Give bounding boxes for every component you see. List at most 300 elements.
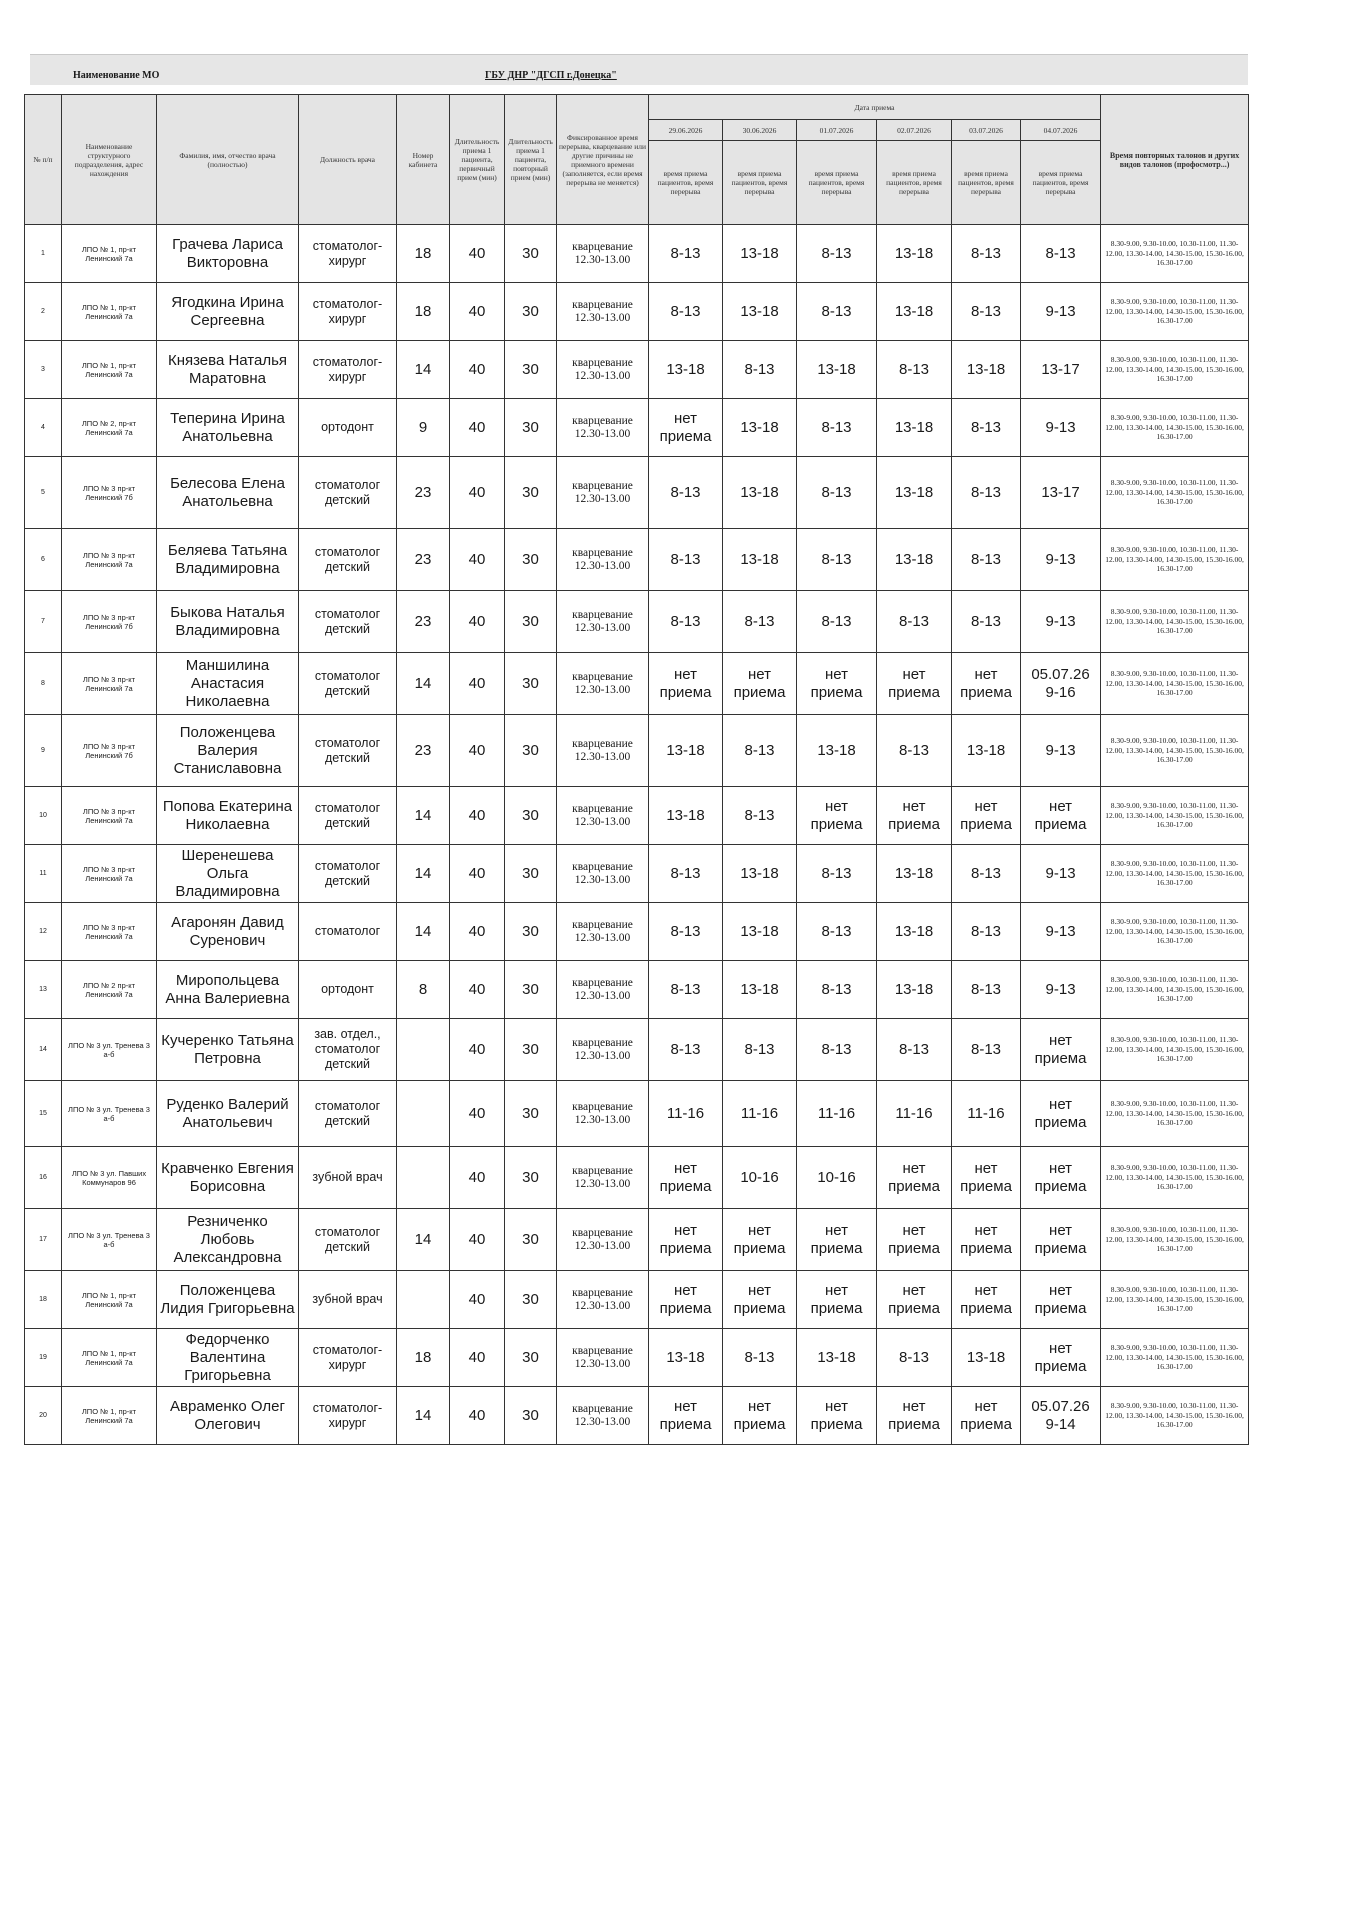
doctor-position: стоматолог детский	[299, 591, 397, 653]
duration-repeat: 30	[505, 653, 557, 715]
col-position-header: Должность врача	[299, 95, 397, 225]
unit-address: ЛПО № 3 пр-кт Ленинский 7б	[62, 715, 157, 787]
break-time: кварцевание 12.30-13.00	[557, 341, 649, 399]
date-header: 29.06.2026	[649, 120, 723, 141]
room-number: 14	[397, 1387, 450, 1445]
day-schedule: 9-13	[1021, 903, 1101, 961]
doctor-name: Кравченко Евгения Борисовна	[157, 1147, 299, 1209]
table-row	[25, 1209, 1249, 1271]
doctor-position: ортодонт	[299, 399, 397, 457]
room-number: 14	[397, 341, 450, 399]
day-schedule: нет приема	[1021, 1329, 1101, 1387]
col-repeat-header: Время повторных талонов и других видов талонов (профосмотр...)	[1101, 95, 1249, 225]
day-schedule: 8-13	[952, 529, 1021, 591]
repeat-tickets: 8.30-9.00, 9.30-10.00, 10.30-11.00, 11.30-12.00, 13.30-14.00, 14.30-15.00, 15.30-16.00, 16.30-17.00	[1101, 653, 1249, 715]
table-row	[25, 457, 1249, 529]
duration-primary: 40	[450, 903, 505, 961]
day-schedule: 9-13	[1021, 283, 1101, 341]
day-schedule: 13-18	[723, 903, 797, 961]
day-schedule: нет приема	[797, 653, 877, 715]
doctor-name: Беляева Татьяна Владимировна	[157, 529, 299, 591]
table-row	[25, 653, 1249, 715]
day-schedule: 11-16	[723, 1081, 797, 1147]
repeat-tickets: 8.30-9.00, 9.30-10.00, 10.30-11.00, 11.30-12.00, 13.30-14.00, 14.30-15.00, 15.30-16.00, 16.30-17.00	[1101, 225, 1249, 283]
day-schedule: 8-13	[952, 457, 1021, 529]
doctor-position: зубной врач	[299, 1147, 397, 1209]
break-time: кварцевание 12.30-13.00	[557, 591, 649, 653]
doctor-name: Агаронян Давид Суренович	[157, 903, 299, 961]
day-schedule: нет приема	[877, 1209, 952, 1271]
table-header	[25, 95, 1249, 225]
break-time: кварцевание 12.30-13.00	[557, 529, 649, 591]
day-schedule: 9-13	[1021, 961, 1101, 1019]
duration-repeat: 30	[505, 961, 557, 1019]
unit-address: ЛПО № 2 пр-кт Ленинский 7а	[62, 961, 157, 1019]
schedule-table	[24, 94, 1249, 1445]
row-number: 13	[25, 961, 62, 1019]
repeat-tickets: 8.30-9.00, 9.30-10.00, 10.30-11.00, 11.30-12.00, 13.30-14.00, 14.30-15.00, 15.30-16.00, 16.30-17.00	[1101, 903, 1249, 961]
date-sub-header: время приема пациентов, время перерыва	[723, 141, 797, 225]
row-number: 9	[25, 715, 62, 787]
row-number: 8	[25, 653, 62, 715]
col-dur-repeat-header: Длительность приема 1 пациента, повторный прием (мин)	[505, 95, 557, 225]
row-number: 5	[25, 457, 62, 529]
duration-primary: 40	[450, 1209, 505, 1271]
unit-address: ЛПО № 3 пр-кт Ленинский 7а	[62, 787, 157, 845]
unit-address: ЛПО № 3 пр-кт Ленинский 7а	[62, 653, 157, 715]
row-number: 4	[25, 399, 62, 457]
repeat-tickets: 8.30-9.00, 9.30-10.00, 10.30-11.00, 11.30-12.00, 13.30-14.00, 14.30-15.00, 15.30-16.00, 16.30-17.00	[1101, 399, 1249, 457]
doctor-position: стоматолог детский	[299, 1081, 397, 1147]
doctor-name: Грачева Лариса Викторовна	[157, 225, 299, 283]
day-schedule: 13-18	[877, 283, 952, 341]
date-sub-header: время приема пациентов, время перерыва	[877, 141, 952, 225]
day-schedule: 8-13	[649, 283, 723, 341]
unit-address: ЛПО № 1, пр-кт Ленинский 7а	[62, 341, 157, 399]
duration-repeat: 30	[505, 225, 557, 283]
day-schedule: 8-13	[797, 399, 877, 457]
day-schedule: нет приема	[877, 1147, 952, 1209]
repeat-tickets: 8.30-9.00, 9.30-10.00, 10.30-11.00, 11.30-12.00, 13.30-14.00, 14.30-15.00, 15.30-16.00, 16.30-17.00	[1101, 787, 1249, 845]
day-schedule: нет приема	[877, 1271, 952, 1329]
doctor-name: Маншилина Анастасия Николаевна	[157, 653, 299, 715]
day-schedule: 13-18	[723, 399, 797, 457]
duration-repeat: 30	[505, 787, 557, 845]
day-schedule: нет приема	[877, 787, 952, 845]
col-room-header: Номер кабинета	[397, 95, 450, 225]
day-schedule: 8-13	[952, 283, 1021, 341]
duration-primary: 40	[450, 457, 505, 529]
duration-repeat: 30	[505, 1019, 557, 1081]
duration-primary: 40	[450, 715, 505, 787]
repeat-tickets: 8.30-9.00, 9.30-10.00, 10.30-11.00, 11.30-12.00, 13.30-14.00, 14.30-15.00, 15.30-16.00, 16.30-17.00	[1101, 1387, 1249, 1445]
doctor-position: стоматолог-хирург	[299, 1329, 397, 1387]
day-schedule: 8-13	[649, 903, 723, 961]
date-sub-header: время приема пациентов, время перерыва	[1021, 141, 1101, 225]
day-schedule: 13-18	[649, 341, 723, 399]
table-row	[25, 1147, 1249, 1209]
doctor-name: Авраменко Олег Олегович	[157, 1387, 299, 1445]
doctor-name: Резниченко Любовь Александровна	[157, 1209, 299, 1271]
row-number: 12	[25, 903, 62, 961]
row-number: 2	[25, 283, 62, 341]
day-schedule: 8-13	[723, 341, 797, 399]
break-time: кварцевание 12.30-13.00	[557, 1019, 649, 1081]
day-schedule: нет приема	[649, 1147, 723, 1209]
row-number: 3	[25, 341, 62, 399]
table-row	[25, 903, 1249, 961]
doctor-name: Теперина Ирина Анатольевна	[157, 399, 299, 457]
table-row	[25, 1271, 1249, 1329]
day-schedule: нет приема	[649, 1271, 723, 1329]
col-unit-header: Наименование структурного подразделения, адрес нахождения	[62, 95, 157, 225]
day-schedule: 13-18	[797, 715, 877, 787]
repeat-tickets: 8.30-9.00, 9.30-10.00, 10.30-11.00, 11.30-12.00, 13.30-14.00, 14.30-15.00, 15.30-16.00, 16.30-17.00	[1101, 715, 1249, 787]
duration-repeat: 30	[505, 399, 557, 457]
room-number: 23	[397, 457, 450, 529]
break-time: кварцевание 12.30-13.00	[557, 903, 649, 961]
doctor-name: Попова Екатерина Николаевна	[157, 787, 299, 845]
col-num-header: № п/п	[25, 95, 62, 225]
col-dur-primary-header: Длительность приема 1 пациента, первичный прием (мин)	[450, 95, 505, 225]
table-row	[25, 1387, 1249, 1445]
day-schedule: 10-16	[797, 1147, 877, 1209]
duration-primary: 40	[450, 1147, 505, 1209]
day-schedule: 13-18	[952, 1329, 1021, 1387]
doctor-name: Быкова Наталья Владимировна	[157, 591, 299, 653]
doctor-name: Руденко Валерий Анатольевич	[157, 1081, 299, 1147]
doctor-position: зав. отдел., стоматолог детский	[299, 1019, 397, 1081]
room-number: 14	[397, 1209, 450, 1271]
doctor-position: стоматолог детский	[299, 715, 397, 787]
day-schedule: нет приема	[952, 1271, 1021, 1329]
duration-primary: 40	[450, 591, 505, 653]
day-schedule: 8-13	[797, 283, 877, 341]
table-body	[25, 225, 1249, 1445]
room-number	[397, 1081, 450, 1147]
duration-repeat: 30	[505, 903, 557, 961]
doctor-name: Князева Наталья Маратовна	[157, 341, 299, 399]
duration-primary: 40	[450, 1081, 505, 1147]
unit-address: ЛПО № 3 пр-кт Ленинский 7а	[62, 845, 157, 903]
day-schedule: нет приема	[1021, 1019, 1101, 1081]
day-schedule: 8-13	[649, 961, 723, 1019]
day-schedule: 8-13	[649, 845, 723, 903]
day-schedule: нет приема	[723, 1271, 797, 1329]
table-row	[25, 529, 1249, 591]
doctor-position: стоматолог детский	[299, 457, 397, 529]
repeat-tickets: 8.30-9.00, 9.30-10.00, 10.30-11.00, 11.30-12.00, 13.30-14.00, 14.30-15.00, 15.30-16.00, 16.30-17.00	[1101, 1019, 1249, 1081]
doctor-position: стоматолог-хирург	[299, 341, 397, 399]
doctor-position: стоматолог детский	[299, 1209, 397, 1271]
duration-primary: 40	[450, 1019, 505, 1081]
day-schedule: нет приема	[649, 399, 723, 457]
day-schedule: нет приема	[797, 787, 877, 845]
day-schedule: 8-13	[797, 529, 877, 591]
table-row	[25, 399, 1249, 457]
day-schedule: нет приема	[723, 1387, 797, 1445]
repeat-tickets: 8.30-9.00, 9.30-10.00, 10.30-11.00, 11.30-12.00, 13.30-14.00, 14.30-15.00, 15.30-16.00, 16.30-17.00	[1101, 591, 1249, 653]
duration-repeat: 30	[505, 341, 557, 399]
repeat-tickets: 8.30-9.00, 9.30-10.00, 10.30-11.00, 11.30-12.00, 13.30-14.00, 14.30-15.00, 15.30-16.00, 16.30-17.00	[1101, 1271, 1249, 1329]
row-number: 15	[25, 1081, 62, 1147]
duration-repeat: 30	[505, 1387, 557, 1445]
table-row	[25, 1019, 1249, 1081]
day-schedule: 8-13	[952, 903, 1021, 961]
unit-address: ЛПО № 1, пр-кт Ленинский 7а	[62, 1387, 157, 1445]
day-schedule: 13-18	[877, 903, 952, 961]
unit-address: ЛПО № 3 ул. Тренева 3 а-б	[62, 1209, 157, 1271]
room-number: 23	[397, 715, 450, 787]
unit-address: ЛПО № 1, пр-кт Ленинский 7а	[62, 1329, 157, 1387]
organization-name: ГБУ ДНР "ДГСП г.Донецка"	[485, 70, 617, 81]
row-number: 11	[25, 845, 62, 903]
day-schedule: 9-13	[1021, 529, 1101, 591]
day-schedule: нет приема	[1021, 1147, 1101, 1209]
day-schedule: 8-13	[877, 1329, 952, 1387]
table-row	[25, 225, 1249, 283]
day-schedule: 13-18	[723, 961, 797, 1019]
row-number: 19	[25, 1329, 62, 1387]
row-number: 7	[25, 591, 62, 653]
day-schedule: 8-13	[952, 225, 1021, 283]
doctor-name: Положенцева Лидия Григорьевна	[157, 1271, 299, 1329]
table-row	[25, 1081, 1249, 1147]
repeat-tickets: 8.30-9.00, 9.30-10.00, 10.30-11.00, 11.30-12.00, 13.30-14.00, 14.30-15.00, 15.30-16.00, 16.30-17.00	[1101, 529, 1249, 591]
day-schedule: 9-13	[1021, 845, 1101, 903]
day-schedule: 8-13	[952, 845, 1021, 903]
day-schedule: 9-13	[1021, 399, 1101, 457]
room-number: 14	[397, 787, 450, 845]
duration-repeat: 30	[505, 1147, 557, 1209]
date-sub-header: время приема пациентов, время перерыва	[649, 141, 723, 225]
day-schedule: 8-13	[952, 1019, 1021, 1081]
day-schedule: нет приема	[1021, 1081, 1101, 1147]
repeat-tickets: 8.30-9.00, 9.30-10.00, 10.30-11.00, 11.30-12.00, 13.30-14.00, 14.30-15.00, 15.30-16.00, 16.30-17.00	[1101, 457, 1249, 529]
duration-repeat: 30	[505, 591, 557, 653]
day-schedule: 11-16	[797, 1081, 877, 1147]
room-number	[397, 1019, 450, 1081]
day-schedule: 8-13	[797, 845, 877, 903]
day-schedule: 8-13	[797, 961, 877, 1019]
day-schedule: 10-16	[723, 1147, 797, 1209]
day-schedule: 8-13	[952, 591, 1021, 653]
repeat-tickets: 8.30-9.00, 9.30-10.00, 10.30-11.00, 11.30-12.00, 13.30-14.00, 14.30-15.00, 15.30-16.00, 16.30-17.00	[1101, 1147, 1249, 1209]
row-number: 14	[25, 1019, 62, 1081]
day-schedule: 8-13	[797, 225, 877, 283]
day-schedule: 8-13	[877, 1019, 952, 1081]
day-schedule: нет приема	[797, 1209, 877, 1271]
day-schedule: 8-13	[649, 1019, 723, 1081]
date-header: 02.07.2026	[877, 120, 952, 141]
day-schedule: нет приема	[952, 1209, 1021, 1271]
room-number: 14	[397, 903, 450, 961]
day-schedule: 11-16	[952, 1081, 1021, 1147]
day-schedule: 9-13	[1021, 591, 1101, 653]
duration-repeat: 30	[505, 1329, 557, 1387]
day-schedule: 8-13	[723, 715, 797, 787]
day-schedule: нет приема	[877, 653, 952, 715]
date-header: 30.06.2026	[723, 120, 797, 141]
unit-address: ЛПО № 3 пр-кт Ленинский 7а	[62, 529, 157, 591]
row-number: 16	[25, 1147, 62, 1209]
doctor-name: Положенцева Валерия Станиславовна	[157, 715, 299, 787]
repeat-tickets: 8.30-9.00, 9.30-10.00, 10.30-11.00, 11.30-12.00, 13.30-14.00, 14.30-15.00, 15.30-16.00, 16.30-17.00	[1101, 1209, 1249, 1271]
date-header: 01.07.2026	[797, 120, 877, 141]
unit-address: ЛПО № 3 ул. Тренева 3 а-б	[62, 1081, 157, 1147]
day-schedule: 13-18	[952, 341, 1021, 399]
date-group-header: Дата приема	[649, 95, 1101, 120]
table-row	[25, 341, 1249, 399]
row-number: 18	[25, 1271, 62, 1329]
day-schedule: нет приема	[649, 653, 723, 715]
day-schedule: нет приема	[723, 1209, 797, 1271]
day-schedule: нет приема	[952, 787, 1021, 845]
break-time: кварцевание 12.30-13.00	[557, 399, 649, 457]
repeat-tickets: 8.30-9.00, 9.30-10.00, 10.30-11.00, 11.30-12.00, 13.30-14.00, 14.30-15.00, 15.30-16.00, 16.30-17.00	[1101, 1081, 1249, 1147]
date-header: 03.07.2026	[952, 120, 1021, 141]
room-number	[397, 1271, 450, 1329]
day-schedule: 13-18	[723, 283, 797, 341]
day-schedule: 13-18	[723, 457, 797, 529]
day-schedule: 8-13	[649, 591, 723, 653]
day-schedule: нет приема	[952, 1147, 1021, 1209]
day-schedule: нет приема	[952, 1387, 1021, 1445]
row-number: 10	[25, 787, 62, 845]
duration-primary: 40	[450, 1329, 505, 1387]
day-schedule: нет приема	[797, 1271, 877, 1329]
duration-primary: 40	[450, 399, 505, 457]
day-schedule: 13-18	[877, 845, 952, 903]
table-row	[25, 961, 1249, 1019]
doctor-name: Кучеренко Татьяна Петровна	[157, 1019, 299, 1081]
room-number: 8	[397, 961, 450, 1019]
row-number: 1	[25, 225, 62, 283]
repeat-tickets: 8.30-9.00, 9.30-10.00, 10.30-11.00, 11.30-12.00, 13.30-14.00, 14.30-15.00, 15.30-16.00, 16.30-17.00	[1101, 341, 1249, 399]
day-schedule: нет приема	[877, 1387, 952, 1445]
room-number	[397, 1147, 450, 1209]
day-schedule: нет приема	[1021, 1271, 1101, 1329]
duration-primary: 40	[450, 845, 505, 903]
break-time: кварцевание 12.30-13.00	[557, 1081, 649, 1147]
day-schedule: 8-13	[797, 591, 877, 653]
doctor-position: стоматолог	[299, 903, 397, 961]
day-schedule: 13-18	[723, 845, 797, 903]
duration-repeat: 30	[505, 715, 557, 787]
duration-repeat: 30	[505, 1081, 557, 1147]
date-sub-header: время приема пациентов, время перерыва	[797, 141, 877, 225]
repeat-tickets: 8.30-9.00, 9.30-10.00, 10.30-11.00, 11.30-12.00, 13.30-14.00, 14.30-15.00, 15.30-16.00, 16.30-17.00	[1101, 283, 1249, 341]
room-number: 18	[397, 283, 450, 341]
day-schedule: 13-18	[877, 225, 952, 283]
duration-primary: 40	[450, 529, 505, 591]
duration-repeat: 30	[505, 1209, 557, 1271]
day-schedule: 05.07.26 9-16	[1021, 653, 1101, 715]
table-row	[25, 1329, 1249, 1387]
day-schedule: 8-13	[877, 715, 952, 787]
day-schedule: 8-13	[723, 1019, 797, 1081]
break-time: кварцевание 12.30-13.00	[557, 1271, 649, 1329]
day-schedule: 11-16	[649, 1081, 723, 1147]
mo-label: Наименование МО	[73, 70, 160, 81]
duration-primary: 40	[450, 653, 505, 715]
table-row	[25, 715, 1249, 787]
unit-address: ЛПО № 1, пр-кт Ленинский 7а	[62, 1271, 157, 1329]
break-time: кварцевание 12.30-13.00	[557, 1209, 649, 1271]
break-time: кварцевание 12.30-13.00	[557, 845, 649, 903]
day-schedule: 13-18	[877, 457, 952, 529]
duration-primary: 40	[450, 961, 505, 1019]
doctor-name: Миропольцева Анна Валериевна	[157, 961, 299, 1019]
break-time: кварцевание 12.30-13.00	[557, 1147, 649, 1209]
room-number: 23	[397, 591, 450, 653]
room-number: 18	[397, 225, 450, 283]
col-name-header: Фамилия, имя, отчество врача (полностью)	[157, 95, 299, 225]
day-schedule: нет приема	[723, 653, 797, 715]
day-schedule: 8-13	[797, 903, 877, 961]
duration-repeat: 30	[505, 1271, 557, 1329]
doctor-position: стоматолог детский	[299, 529, 397, 591]
repeat-tickets: 8.30-9.00, 9.30-10.00, 10.30-11.00, 11.30-12.00, 13.30-14.00, 14.30-15.00, 15.30-16.00, 16.30-17.00	[1101, 1329, 1249, 1387]
day-schedule: 13-18	[649, 787, 723, 845]
day-schedule: 8-13	[877, 341, 952, 399]
day-schedule: 13-17	[1021, 341, 1101, 399]
room-number: 14	[397, 845, 450, 903]
duration-repeat: 30	[505, 457, 557, 529]
doctor-position: стоматолог детский	[299, 653, 397, 715]
day-schedule: нет приема	[1021, 787, 1101, 845]
doctor-position: ортодонт	[299, 961, 397, 1019]
day-schedule: нет приема	[797, 1387, 877, 1445]
break-time: кварцевание 12.30-13.00	[557, 1387, 649, 1445]
break-time: кварцевание 12.30-13.00	[557, 787, 649, 845]
day-schedule: 13-18	[649, 1329, 723, 1387]
day-schedule: 13-18	[877, 529, 952, 591]
day-schedule: 13-18	[877, 961, 952, 1019]
break-time: кварцевание 12.30-13.00	[557, 653, 649, 715]
duration-primary: 40	[450, 283, 505, 341]
day-schedule: 8-13	[797, 1019, 877, 1081]
day-schedule: нет приема	[649, 1209, 723, 1271]
header-band	[30, 54, 1248, 85]
unit-address: ЛПО № 3 ул. Павших Коммунаров 96	[62, 1147, 157, 1209]
doctor-position: стоматолог детский	[299, 787, 397, 845]
duration-primary: 40	[450, 341, 505, 399]
day-schedule: 8-13	[1021, 225, 1101, 283]
day-schedule: нет приема	[649, 1387, 723, 1445]
day-schedule: 8-13	[877, 591, 952, 653]
unit-address: ЛПО № 3 пр-кт Ленинский 7а	[62, 903, 157, 961]
day-schedule: 8-13	[649, 529, 723, 591]
day-schedule: 11-16	[877, 1081, 952, 1147]
doctor-position: стоматолог-хирург	[299, 283, 397, 341]
row-number: 20	[25, 1387, 62, 1445]
table-row	[25, 283, 1249, 341]
table-row	[25, 787, 1249, 845]
col-breaks-header: Фиксированное время перерыва, кварцевание или другие причины не приемного времени (заполняется, если время перерыва не меняется)	[557, 95, 649, 225]
duration-repeat: 30	[505, 283, 557, 341]
doctor-name: Шеренешева Ольга Владимировна	[157, 845, 299, 903]
break-time: кварцевание 12.30-13.00	[557, 1329, 649, 1387]
repeat-tickets: 8.30-9.00, 9.30-10.00, 10.30-11.00, 11.30-12.00, 13.30-14.00, 14.30-15.00, 15.30-16.00, 16.30-17.00	[1101, 845, 1249, 903]
break-time: кварцевание 12.30-13.00	[557, 225, 649, 283]
unit-address: ЛПО № 2, пр-кт Ленинский 7а	[62, 399, 157, 457]
break-time: кварцевание 12.30-13.00	[557, 283, 649, 341]
duration-primary: 40	[450, 225, 505, 283]
duration-primary: 40	[450, 787, 505, 845]
day-schedule: 8-13	[952, 961, 1021, 1019]
doctor-position: стоматолог-хирург	[299, 1387, 397, 1445]
